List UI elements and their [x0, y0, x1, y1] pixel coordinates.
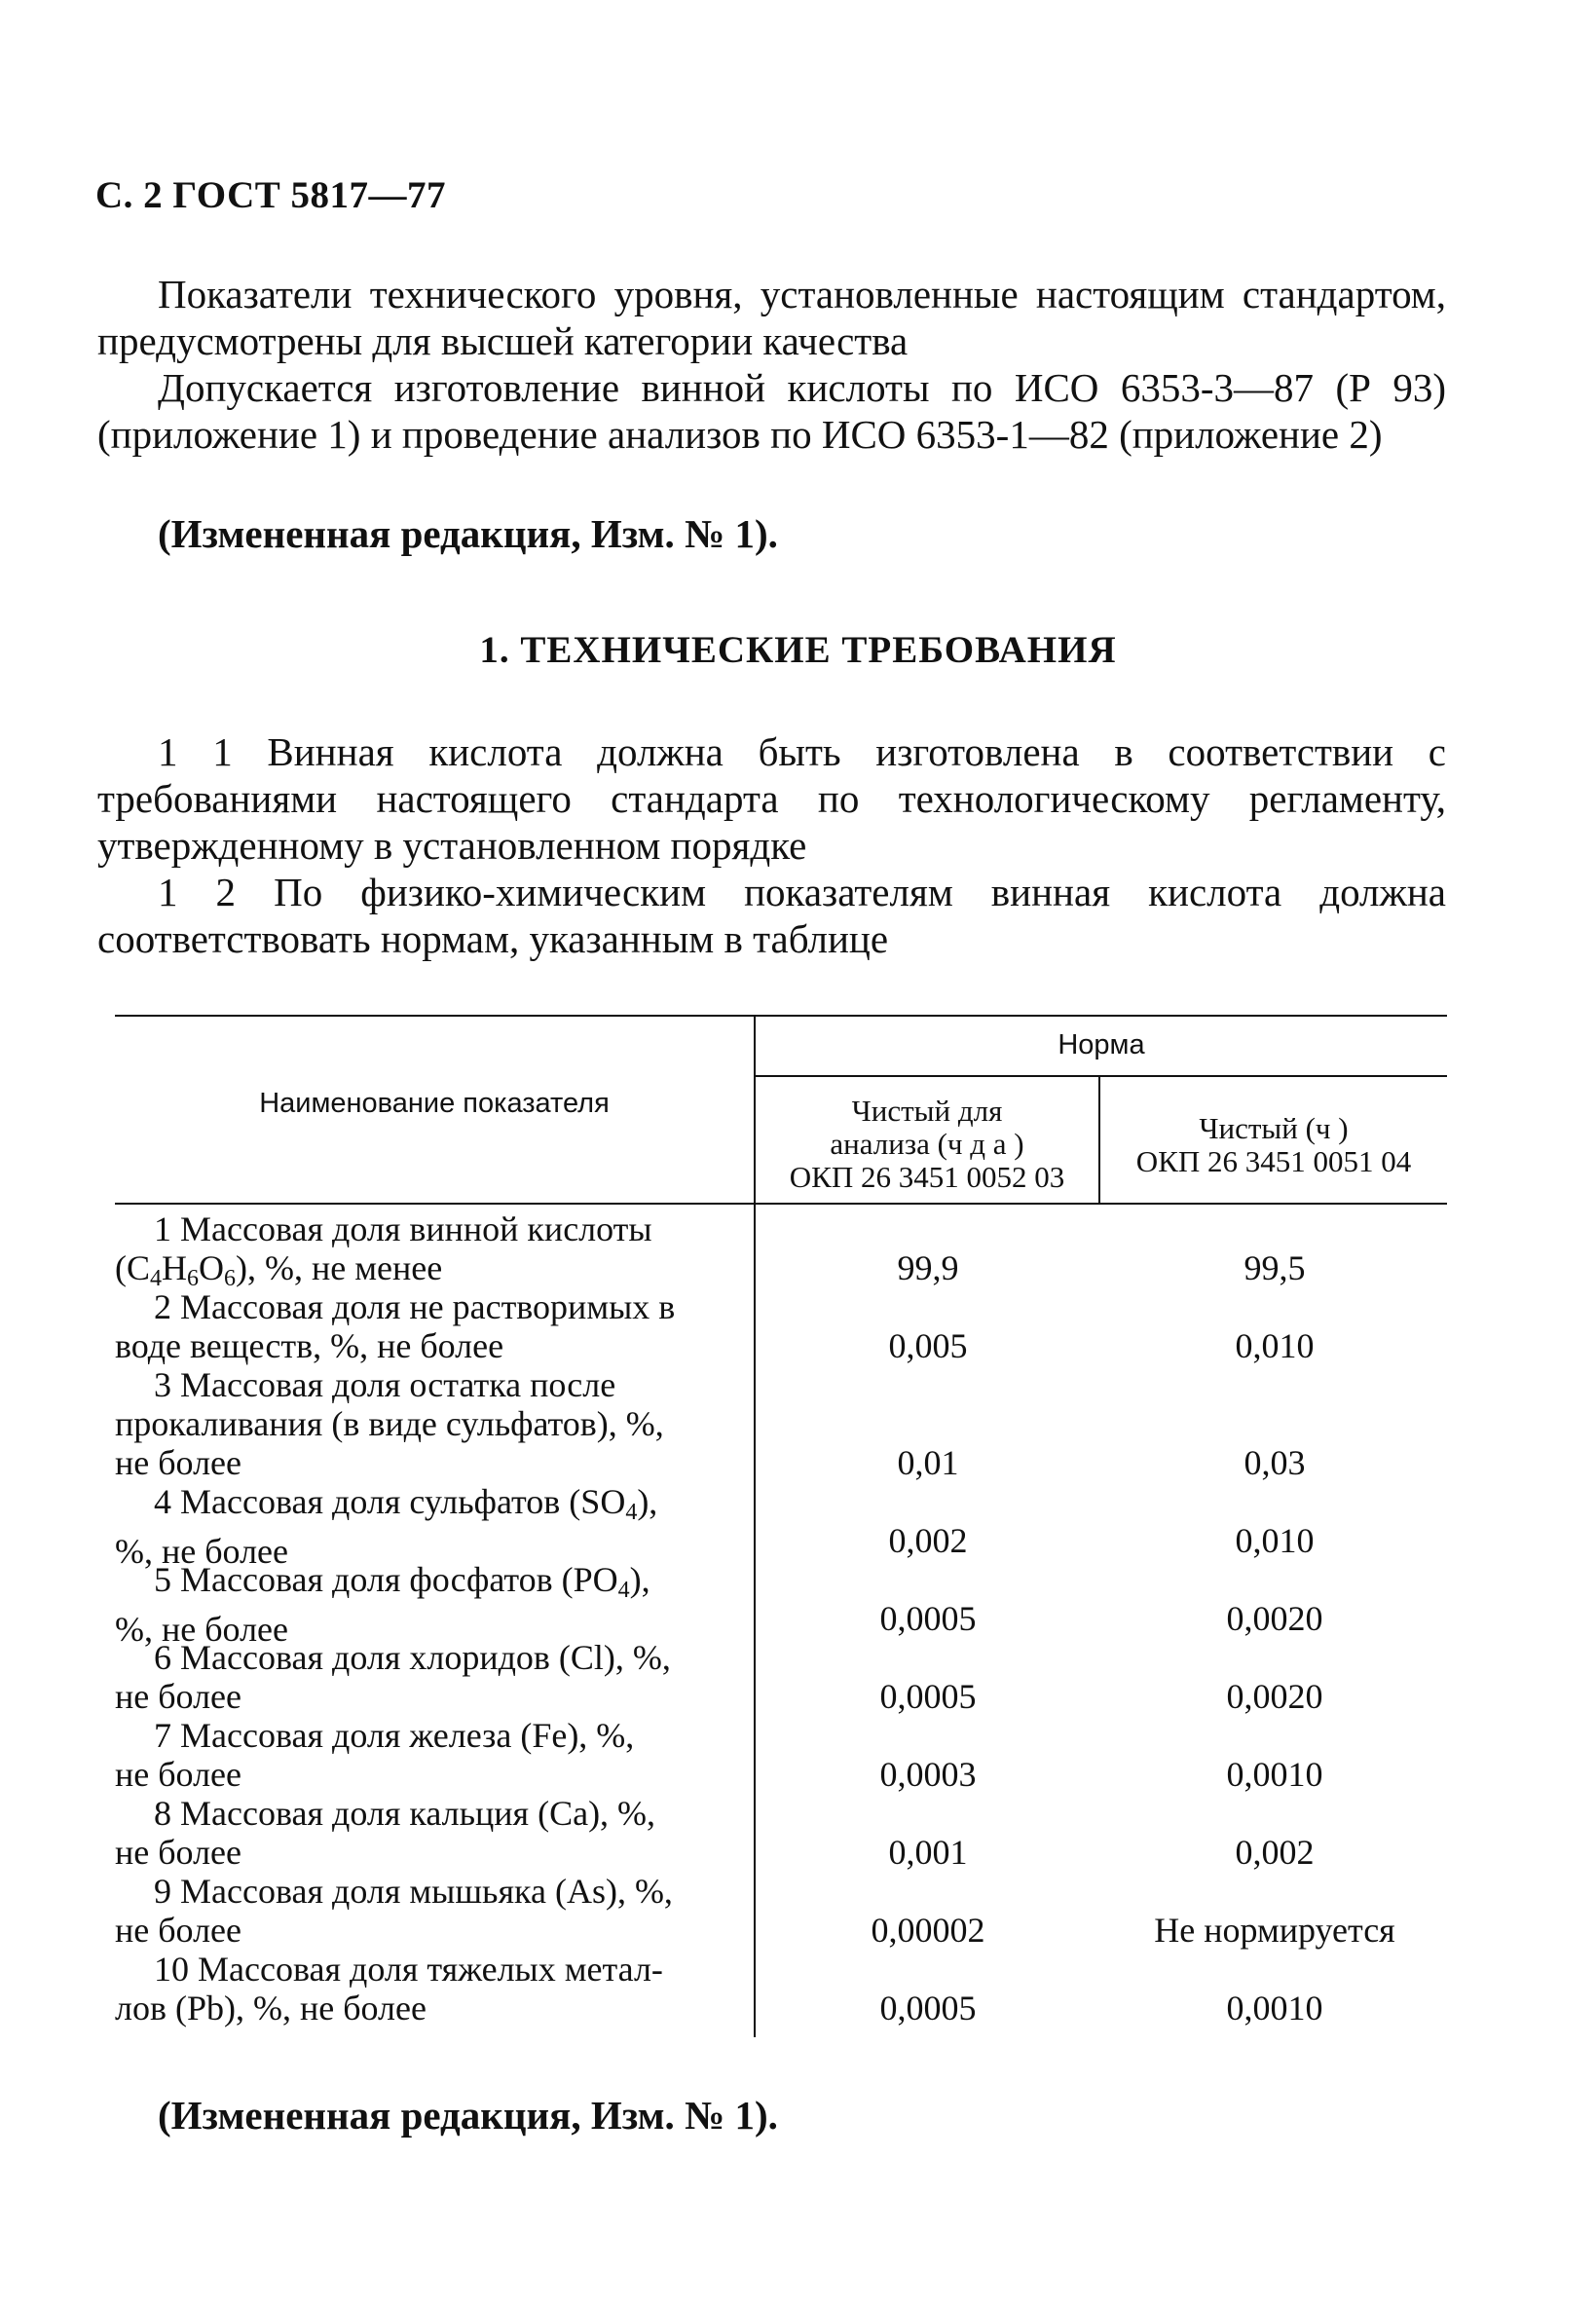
row-10-name [115, 1950, 750, 2027]
header-col-cda-line3: ОКП 26 3451 0052 03 [789, 1160, 1065, 1194]
row-9-value-ch: Не нормируется [1154, 1911, 1395, 1950]
row-8-line-2: не более [115, 1833, 242, 1872]
header-col-ch [1100, 1112, 1447, 1178]
row-2-value-ch: 0,010 [1235, 1326, 1315, 1365]
row-2-name [115, 1287, 750, 1365]
row-4-name [115, 1482, 750, 1571]
row-2-value-cda: 0,005 [888, 1326, 968, 1365]
row-9-value-cda: 0,00002 [871, 1911, 985, 1950]
row-4-value-cda: 0,002 [888, 1521, 968, 1560]
row-6-value-cda: 0,0005 [879, 1677, 977, 1716]
row-7-value-cda: 0,0003 [879, 1755, 977, 1794]
row-3-line-3: не более [115, 1443, 242, 1482]
header-col-cda-line2: анализа (ч д а ) [830, 1127, 1024, 1161]
row-10-line-2: лов (Pb), %, не более [115, 1989, 427, 2027]
row-6-line-2: не более [115, 1677, 242, 1716]
header-col-cda-line1: Чистый для [851, 1094, 1003, 1128]
row-1-line-2: $(C_4H_6O_6)$, %, не менее [115, 1248, 443, 1291]
row-5-line-1: 5 Массовая доля фосфатов $(PO_4)$, [154, 1560, 650, 1603]
header-name-column: Наименование показателя [259, 1088, 610, 1119]
row-3-line-1: 3 Массовая доля остатка после [154, 1365, 616, 1404]
intro-paragraph-2: Допускается изготовление винной кислоты по ИСО 6353-3—87 (Р 93) (приложение 1) и проведение анализов по ИСО 6353-1—82 (приложение 2) [97, 365, 1446, 457]
footer-amendment-note: (Измененная редакция, Изм. № 1). [158, 2093, 778, 2138]
header-norm: Норма [1058, 1029, 1145, 1060]
row-8-line-1: 8 Массовая доля кальция (Ca), %, [154, 1794, 656, 1833]
header-col-ch-line2: ОКП 26 3451 0051 04 [1135, 1144, 1412, 1178]
header-col-cda [756, 1095, 1098, 1194]
row-7-value-ch: 0,0010 [1226, 1755, 1323, 1794]
row-8-value-cda: 0,001 [888, 1833, 968, 1872]
intro-paragraph-1: Показатели технического уровня, установленные настоящим стандартом, предусмотрены для высшей категории качества [97, 272, 1446, 363]
row-5-name [115, 1560, 750, 1649]
header-bottom-rule [115, 1203, 1447, 1205]
row-6-line-1: 6 Массовая доля хлоридов (Cl), %, [154, 1638, 671, 1677]
row-7-name [115, 1716, 750, 1794]
row-4-line-1: 4 Массовая доля сульфатов $(SO_4)$, [154, 1482, 658, 1525]
row-10-value-cda: 0,0005 [879, 1989, 977, 2027]
row-9-line-1: 9 Массовая доля мышьяка (As), %, [154, 1872, 673, 1911]
row-1-value-ch: 99,5 [1243, 1248, 1306, 1287]
row-7-line-1: 7 Массовая доля железа (Fe), %, [154, 1716, 635, 1755]
row-2-line-2: воде веществ, %, не более [115, 1326, 504, 1365]
row-10-line-1: 10 Массовая доля тяжелых метал- [154, 1950, 663, 1989]
row-4-value-ch: 0,010 [1235, 1521, 1315, 1560]
row-8-value-ch: 0,002 [1235, 1833, 1315, 1872]
row-4-line-2: %, не более [115, 1532, 288, 1571]
amendment-note: (Измененная редакция, Изм. № 1). [158, 511, 778, 556]
row-3-line-2: прокаливания (в виде сульфатов), %, [115, 1404, 664, 1443]
section-title: 1. ТЕХНИЧЕСКИЕ ТРЕБОВАНИЯ [479, 629, 1117, 671]
row-3-name [115, 1365, 750, 1482]
row-9-name [115, 1872, 750, 1950]
clause-1-2: 1 2 По физико-химическим показателям винная кислота должна соответствовать нормам, указанным в таблице [97, 870, 1446, 961]
row-6-value-ch: 0,0020 [1226, 1677, 1323, 1716]
row-6-name [115, 1638, 750, 1716]
norm-subheader-rule [754, 1075, 1447, 1077]
row-8-name [115, 1794, 750, 1872]
row-5-line-2: %, не более [115, 1610, 288, 1649]
page-header: С. 2 ГОСТ 5817—77 [95, 174, 446, 216]
row-1-line-1: 1 Массовая доля винной кислоты [154, 1209, 652, 1248]
row-5-value-cda: 0,0005 [879, 1599, 977, 1638]
table-top-rule [115, 1015, 1447, 1017]
row-5-value-ch: 0,0020 [1226, 1599, 1323, 1638]
row-2-line-1: 2 Массовая доля не растворимых в [154, 1287, 676, 1326]
row-1-name [115, 1209, 750, 1298]
norms-table [115, 1015, 1447, 2037]
row-3-value-cda: 0,01 [897, 1443, 959, 1482]
row-3-value-ch: 0,03 [1243, 1443, 1306, 1482]
header-col-ch-line1: Чистый (ч ) [1199, 1111, 1349, 1145]
row-7-line-2: не более [115, 1755, 242, 1794]
row-1-value-cda: 99,9 [897, 1248, 959, 1287]
clause-1-1: 1 1 Винная кислота должна быть изготовлена в соответствии с требованиями настоящего стандарта по технологическому регламенту, утвержденному в установленном порядке [97, 729, 1446, 868]
row-9-line-2: не более [115, 1911, 242, 1950]
row-10-value-ch: 0,0010 [1226, 1989, 1323, 2027]
